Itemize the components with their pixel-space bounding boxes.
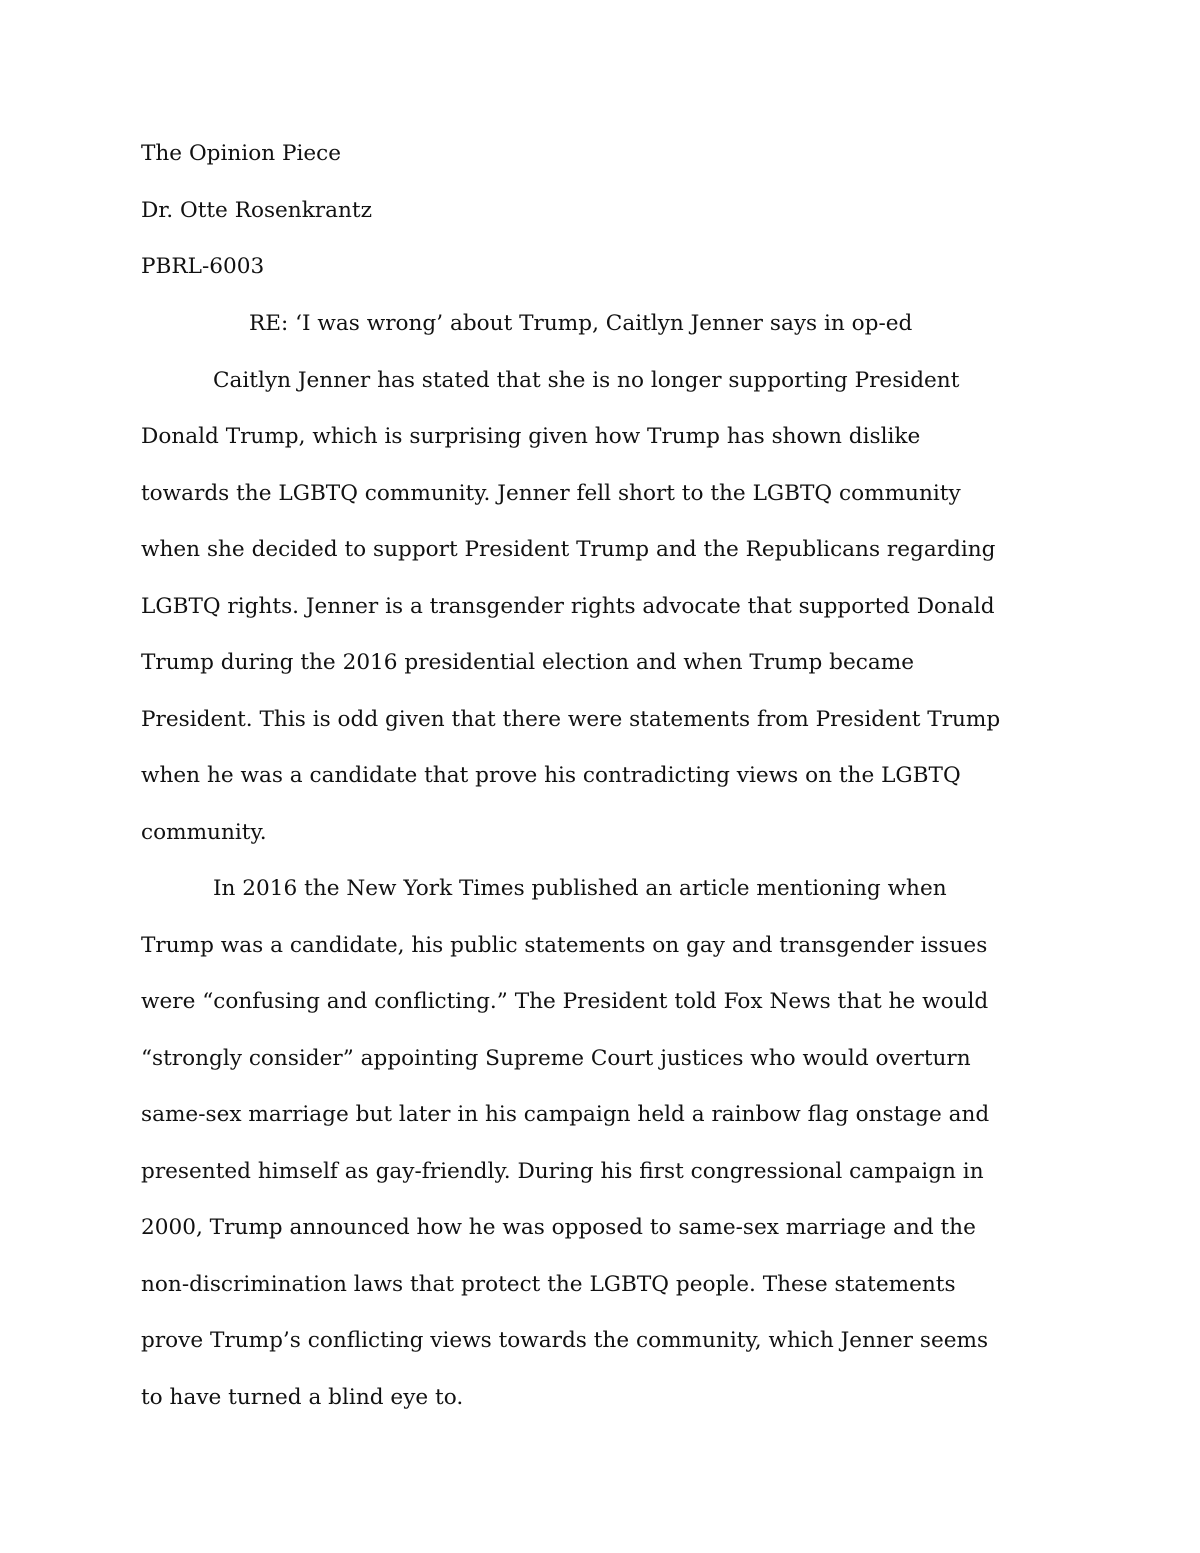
paragraph-line: “strongly consider” appointing Supreme Court justices who would overturn (141, 1046, 971, 1071)
paragraph-line: Caitlyn Jenner has stated that she is no longer supporting President (213, 368, 960, 393)
paragraph-line: LGBTQ rights. Jenner is a transgender rights advocate that supported Donald (141, 594, 995, 619)
paragraph-line: towards the LGBTQ community. Jenner fell short to the LGBTQ community (141, 481, 961, 506)
paragraph-line: same-sex marriage but later in his campaign held a rainbow flag onstage and (141, 1102, 990, 1127)
paragraph-line: President. This is odd given that there were statements from President Trump (141, 707, 1001, 732)
paragraph-line: to have turned a blind eye to. (141, 1385, 464, 1410)
paragraph-line: were “confusing and conflicting.” The President told Fox News that he would (141, 989, 989, 1014)
instructor-name: Dr. Otte Rosenkrantz (141, 198, 372, 223)
paragraph-line: presented himself as gay-friendly. During his first congressional campaign in (141, 1159, 984, 1184)
paragraph-line: non-discrimination laws that protect the LGBTQ people. These statements (141, 1272, 956, 1297)
paragraph-line: when she decided to support President Trump and the Republicans regarding (141, 537, 996, 562)
paragraph-line: Trump was a candidate, his public statements on gay and transgender issues (141, 933, 988, 958)
paragraph-line: when he was a candidate that prove his contradicting views on the LGBTQ (141, 763, 961, 788)
paragraph-line: prove Trump’s conflicting views towards the community, which Jenner seems (141, 1328, 989, 1353)
paragraph-line: Donald Trump, which is surprising given how Trump has shown dislike (141, 424, 921, 449)
paragraph-line: In 2016 the New York Times published an article mentioning when (213, 876, 947, 901)
paragraph-line: 2000, Trump announced how he was opposed to same-sex marriage and the (141, 1215, 976, 1240)
paragraph-line: community. (141, 820, 267, 845)
document-title: RE: ‘I was wrong’ about Trump, Caitlyn Jenner says in op-ed (249, 311, 913, 336)
assignment-name: The Opinion Piece (141, 141, 342, 166)
course-code: PBRL-6003 (141, 254, 265, 279)
paragraph-line: Trump during the 2016 presidential election and when Trump became (141, 650, 914, 675)
